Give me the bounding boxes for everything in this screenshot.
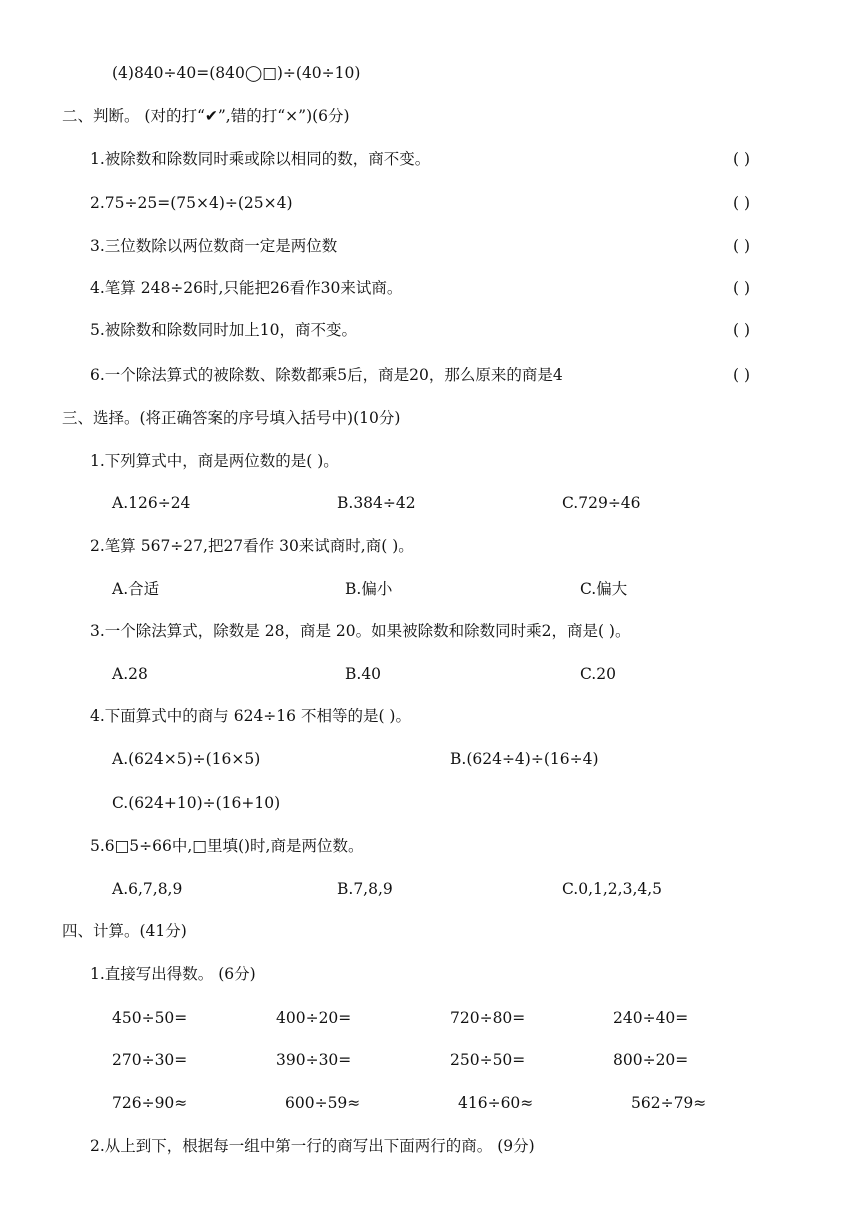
judge-item-2: 2.75÷25=(75×4)÷(25×4) [90,194,293,212]
judge-item-6: 6.一个除法算式的被除数、除数都乘5后，商是20，那么原来的商是4 [90,366,563,384]
judge-item-5: 5.被除数和除数同时加上10，商不变。 [90,321,358,339]
choice-q5-option-a: A.6,7,8,9 [112,880,183,898]
calc-r1-c1: 450÷50= [112,1009,188,1027]
calc-sub2-title: 2.从上到下，根据每一组中第一行的商写出下面两行的商。 (9分) [90,1137,535,1155]
choice-q2-stem: 2.笔算 567÷27,把27看作 30来试商时,商( )。 [90,537,414,555]
choice-q5-option-c: C.0,1,2,3,4,5 [562,880,663,898]
answer-paren-5: ( ) [733,321,751,339]
choice-q4-option-c: C.(624+10)÷(16+10) [112,794,281,812]
choice-q1-option-b: B.384÷42 [337,494,416,512]
choice-q5-stem: 5.6□5÷66中,□里填()时,商是两位数。 [90,837,364,855]
section2-heading: 二、判断。 (对的打“✔”,错的打“×”)(6分) [62,107,350,125]
choice-q5-option-b: B.7,8,9 [337,880,393,898]
choice-q2-option-c: C.偏大 [580,580,628,598]
section3-heading: 三、选择。(将正确答案的序号填入括号中)(10分) [62,409,401,427]
calc-sub1-title: 1.直接写出得数。 (6分) [90,965,256,983]
calc-r3-c2: 600÷59≈ [285,1094,361,1112]
judge-item-1: 1.被除数和除数同时乘或除以相同的数，商不变。 [90,150,431,168]
choice-q1-option-a: A.126÷24 [112,494,191,512]
choice-q4-option-a: A.(624×5)÷(16×5) [112,750,261,768]
choice-q2-option-b: B.偏小 [345,580,393,598]
choice-q4-option-b: B.(624÷4)÷(16÷4) [450,750,599,768]
calc-r2-c2: 390÷30= [276,1051,352,1069]
calc-r1-c4: 240÷40= [613,1009,689,1027]
calc-r2-c3: 250÷50= [450,1051,526,1069]
calc-r3-c4: 562÷79≈ [631,1094,707,1112]
answer-paren-1: ( ) [733,150,751,168]
choice-q3-option-c: C.20 [580,665,616,683]
choice-q3-option-a: A.28 [112,665,148,683]
answer-paren-4: ( ) [733,279,751,297]
calc-r1-c3: 720÷80= [450,1009,526,1027]
choice-q1-option-c: C.729÷46 [562,494,641,512]
choice-q2-option-a: A.合适 [112,580,160,598]
answer-paren-2: ( ) [733,194,751,212]
section4-heading: 四、计算。(41分) [62,922,187,940]
judge-item-3: 3.三位数除以两位数商一定是两位数 [90,237,338,255]
calc-r2-c4: 800÷20= [613,1051,689,1069]
calc-r3-c1: 726÷90≈ [112,1094,188,1112]
answer-paren-3: ( ) [733,237,751,255]
choice-q4-stem: 4.下面算式中的商与 624÷16 不相等的是( )。 [90,707,411,725]
choice-q3-stem: 3.一个除法算式，除数是 28，商是 20。如果被除数和除数同时乘2，商是( )。 [90,622,631,640]
choice-q1-stem: 1.下列算式中，商是两位数的是( )。 [90,452,339,470]
top-item: (4)840÷40=(840◯□)÷(40÷10) [112,64,361,82]
calc-r2-c1: 270÷30= [112,1051,188,1069]
calc-r3-c3: 416÷60≈ [458,1094,534,1112]
calc-r1-c2: 400÷20= [276,1009,352,1027]
answer-paren-6: ( ) [733,366,751,384]
choice-q3-option-b: B.40 [345,665,382,683]
judge-item-4: 4.笔算 248÷26时,只能把26看作30来试商。 [90,279,403,297]
